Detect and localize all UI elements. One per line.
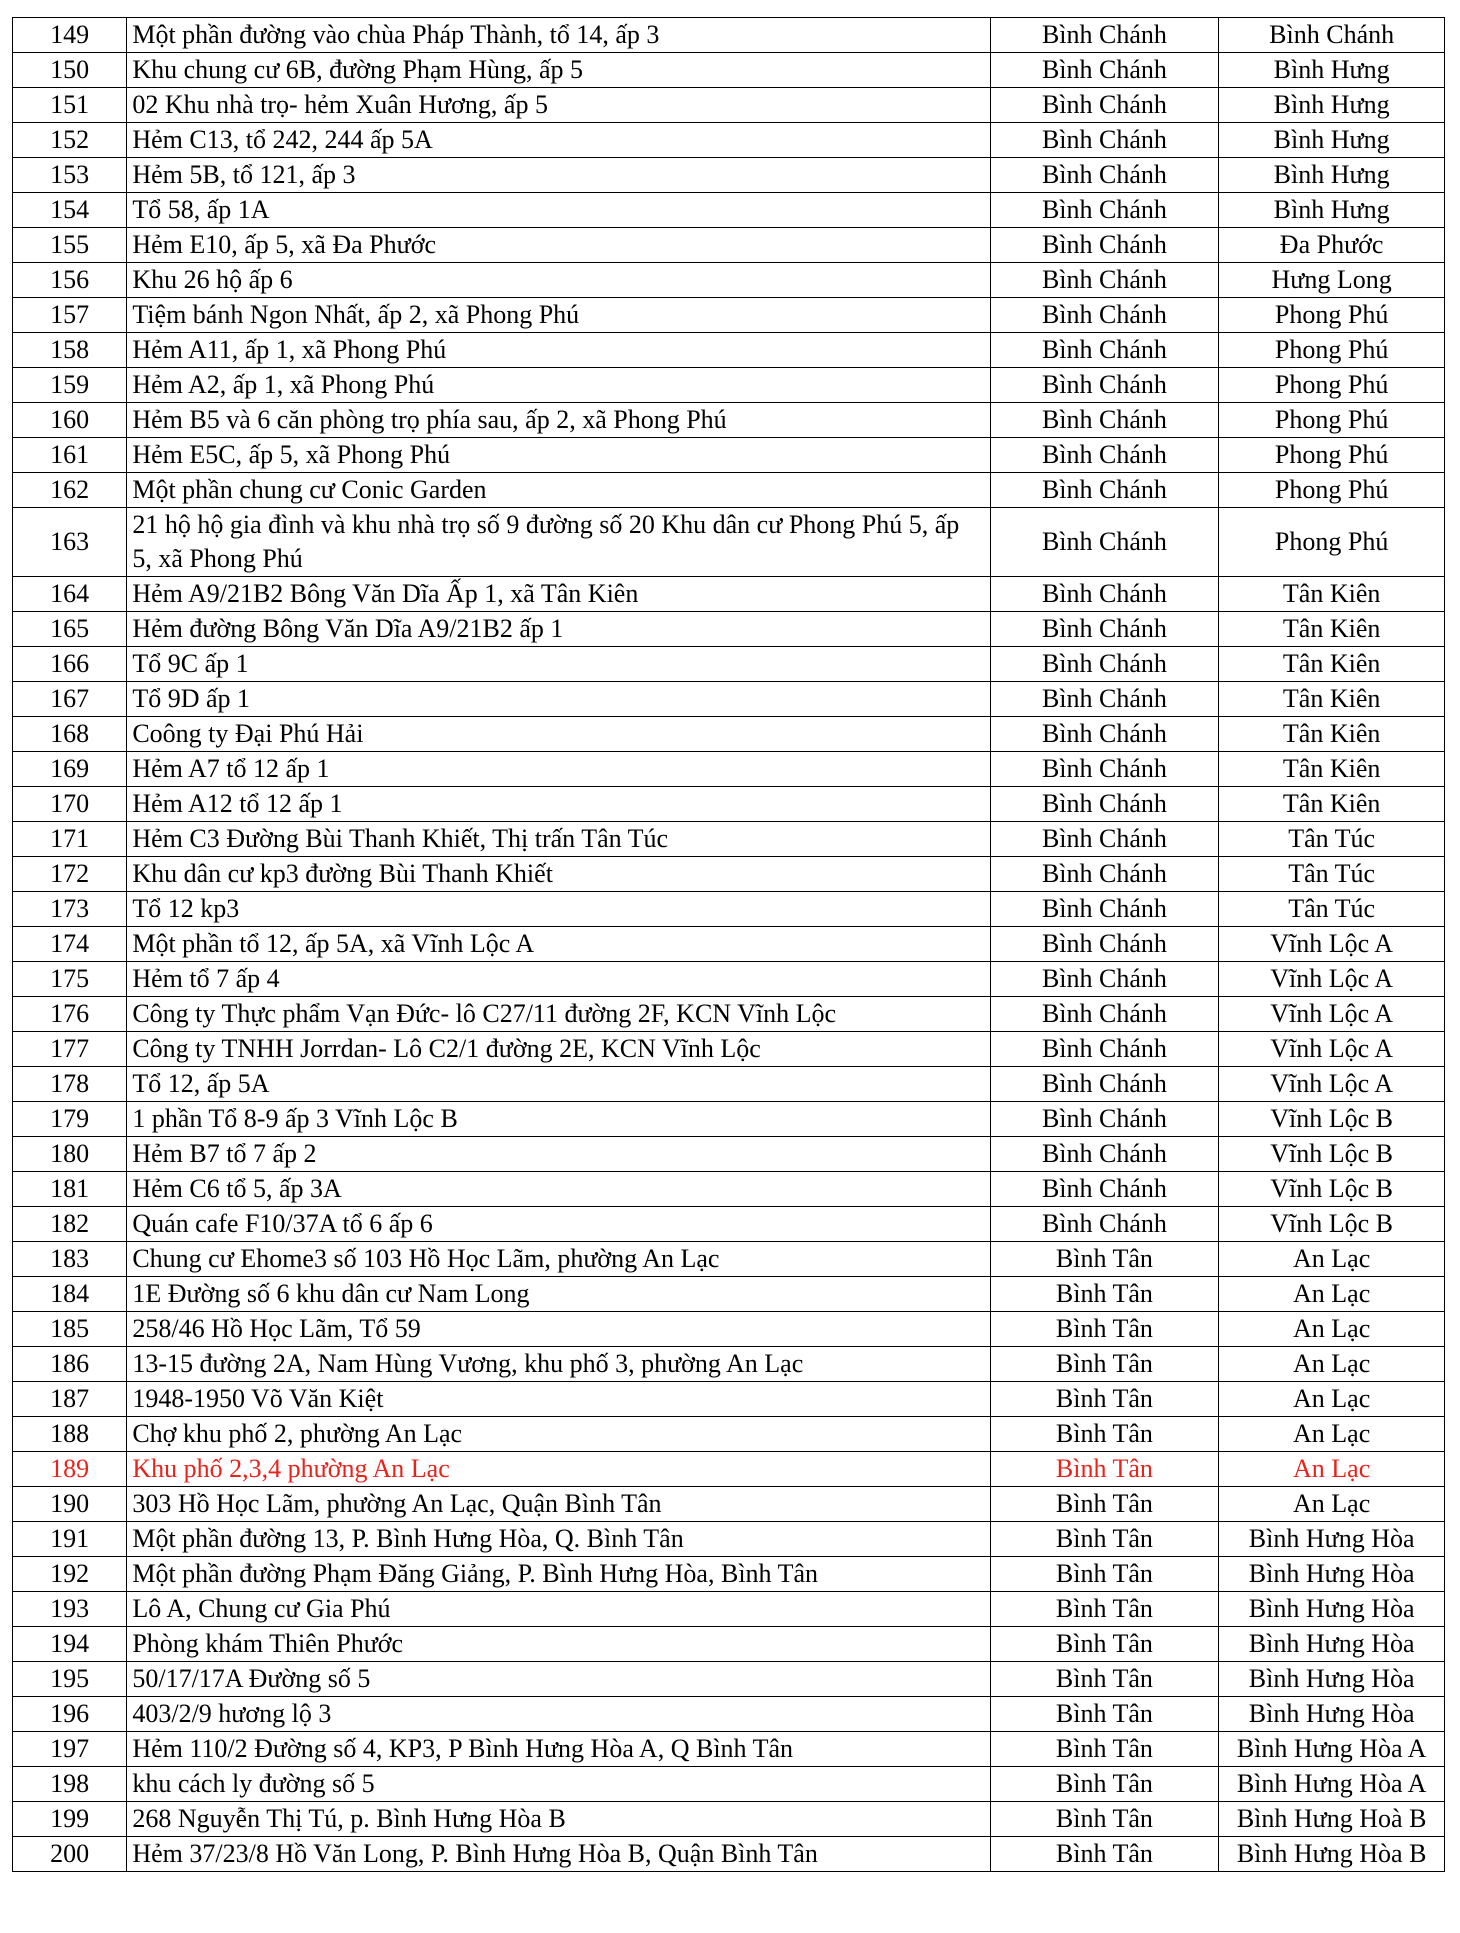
- table-row: [13, 1592, 1445, 1627]
- location-cell: khu cách ly đường số 5: [127, 1767, 990, 1802]
- row-number-cell: 175: [13, 962, 127, 997]
- district-cell: Bình Tân: [990, 1452, 1219, 1487]
- table-row: [13, 1522, 1445, 1557]
- location-cell: 258/46 Hồ Học Lãm, Tổ 59: [127, 1312, 990, 1347]
- district-cell: Bình Tân: [990, 1662, 1219, 1697]
- row-number-cell: 157: [13, 298, 127, 333]
- district-cell: Bình Tân: [990, 1347, 1219, 1382]
- ward-cell: Phong Phú: [1219, 403, 1445, 438]
- table-row: [13, 1382, 1445, 1417]
- table-row: [13, 1557, 1445, 1592]
- location-cell: Tổ 58, ấp 1A: [127, 193, 990, 228]
- table-row: [13, 333, 1445, 368]
- district-cell: Bình Tân: [990, 1557, 1219, 1592]
- district-cell: Bình Chánh: [990, 263, 1219, 298]
- table-row: [13, 682, 1445, 717]
- row-number-cell: 149: [13, 18, 127, 53]
- location-cell: Hẻm A11, ấp 1, xã Phong Phú: [127, 333, 990, 368]
- row-number-cell: 173: [13, 892, 127, 927]
- table-row: [13, 1067, 1445, 1102]
- district-cell: Bình Chánh: [990, 577, 1219, 612]
- ward-cell: Hưng Long: [1219, 263, 1445, 298]
- table-row: [13, 1837, 1445, 1872]
- location-cell: Hẻm 5B, tổ 121, ấp 3: [127, 158, 990, 193]
- ward-cell: Bình Hưng Hòa: [1219, 1557, 1445, 1592]
- table-row: [13, 1802, 1445, 1837]
- row-number-cell: 154: [13, 193, 127, 228]
- location-cell: Hẻm 110/2 Đường số 4, KP3, P Bình Hưng Hòa A, Q Bình Tân: [127, 1732, 990, 1767]
- district-cell: Bình Tân: [990, 1242, 1219, 1277]
- location-cell: 13-15 đường 2A, Nam Hùng Vương, khu phố 3, phường An Lạc: [127, 1347, 990, 1382]
- row-number-cell: 158: [13, 333, 127, 368]
- location-cell: Phòng khám Thiên Phước: [127, 1627, 990, 1662]
- row-number-cell: 192: [13, 1557, 127, 1592]
- ward-cell: Bình Hưng Hòa A: [1219, 1732, 1445, 1767]
- ward-cell: An Lạc: [1219, 1487, 1445, 1522]
- row-number-cell: 172: [13, 857, 127, 892]
- row-number-cell: 174: [13, 927, 127, 962]
- district-cell: Bình Chánh: [990, 962, 1219, 997]
- row-number-cell: 171: [13, 822, 127, 857]
- table-row: [13, 193, 1445, 228]
- district-cell: Bình Chánh: [990, 18, 1219, 53]
- table-row: [13, 263, 1445, 298]
- district-cell: Bình Tân: [990, 1382, 1219, 1417]
- location-cell: 50/17/17A Đường số 5: [127, 1662, 990, 1697]
- table-row: [13, 298, 1445, 333]
- location-cell: 1948-1950 Võ Văn Kiệt: [127, 1382, 990, 1417]
- row-number-cell: 194: [13, 1627, 127, 1662]
- ward-cell: Tân Kiên: [1219, 647, 1445, 682]
- location-cell: Hẻm 37/23/8 Hồ Văn Long, P. Bình Hưng Hòa B, Quận Bình Tân: [127, 1837, 990, 1872]
- ward-cell: Tân Túc: [1219, 892, 1445, 927]
- table-row: [13, 18, 1445, 53]
- location-cell: Tổ 9D ấp 1: [127, 682, 990, 717]
- ward-cell: Vĩnh Lộc A: [1219, 1067, 1445, 1102]
- table-row: [13, 1207, 1445, 1242]
- ward-cell: Bình Chánh: [1219, 18, 1445, 53]
- table-row: [13, 1767, 1445, 1802]
- ward-cell: An Lạc: [1219, 1417, 1445, 1452]
- location-cell: Hẻm A12 tổ 12 ấp 1: [127, 787, 990, 822]
- row-number-cell: 180: [13, 1137, 127, 1172]
- district-cell: Bình Chánh: [990, 787, 1219, 822]
- table-row: [13, 997, 1445, 1032]
- table-row: [13, 577, 1445, 612]
- ward-cell: Tân Kiên: [1219, 682, 1445, 717]
- ward-cell: An Lạc: [1219, 1347, 1445, 1382]
- ward-cell: Bình Hưng Hòa: [1219, 1522, 1445, 1557]
- location-cell: Một phần đường Phạm Đăng Giảng, P. Bình Hưng Hòa, Bình Tân: [127, 1557, 990, 1592]
- table-row: [13, 53, 1445, 88]
- location-cell: Tiệm bánh Ngon Nhất, ấp 2, xã Phong Phú: [127, 298, 990, 333]
- location-cell: Hẻm E10, ấp 5, xã Đa Phước: [127, 228, 990, 263]
- ward-cell: Bình Hưng Hoà B: [1219, 1802, 1445, 1837]
- district-cell: Bình Chánh: [990, 123, 1219, 158]
- district-cell: Bình Chánh: [990, 717, 1219, 752]
- row-number-cell: 200: [13, 1837, 127, 1872]
- location-cell: Lô A, Chung cư Gia Phú: [127, 1592, 990, 1627]
- row-number-cell: 198: [13, 1767, 127, 1802]
- ward-cell: Tân Túc: [1219, 822, 1445, 857]
- district-cell: Bình Tân: [990, 1767, 1219, 1802]
- district-cell: Bình Chánh: [990, 438, 1219, 473]
- table-row: [13, 1487, 1445, 1522]
- table-row: [13, 438, 1445, 473]
- ward-cell: Phong Phú: [1219, 298, 1445, 333]
- district-cell: Bình Chánh: [990, 333, 1219, 368]
- district-cell: Bình Chánh: [990, 1137, 1219, 1172]
- row-number-cell: 186: [13, 1347, 127, 1382]
- location-cell: 268 Nguyễn Thị Tú, p. Bình Hưng Hòa B: [127, 1802, 990, 1837]
- district-cell: Bình Tân: [990, 1487, 1219, 1522]
- table-body: [13, 18, 1445, 1872]
- ward-cell: Bình Hưng: [1219, 193, 1445, 228]
- ward-cell: Đa Phước: [1219, 228, 1445, 263]
- location-cell: Tổ 12, ấp 5A: [127, 1067, 990, 1102]
- location-cell: Hẻm A7 tổ 12 ấp 1: [127, 752, 990, 787]
- row-number-cell: 162: [13, 473, 127, 508]
- location-cell: Quán cafe F10/37A tổ 6 ấp 6: [127, 1207, 990, 1242]
- row-number-cell: 197: [13, 1732, 127, 1767]
- row-number-cell: 161: [13, 438, 127, 473]
- table-row: [13, 1242, 1445, 1277]
- location-cell: Một phần đường 13, P. Bình Hưng Hòa, Q. Bình Tân: [127, 1522, 990, 1557]
- row-number-cell: 187: [13, 1382, 127, 1417]
- row-number-cell: 165: [13, 612, 127, 647]
- table-row: [13, 962, 1445, 997]
- table-row: [13, 892, 1445, 927]
- ward-cell: Tân Kiên: [1219, 787, 1445, 822]
- ward-cell: Bình Hưng: [1219, 88, 1445, 123]
- district-cell: Bình Chánh: [990, 612, 1219, 647]
- table-row: [13, 1312, 1445, 1347]
- district-cell: Bình Tân: [990, 1417, 1219, 1452]
- table-row: [13, 1172, 1445, 1207]
- district-cell: Bình Chánh: [990, 1102, 1219, 1137]
- row-number-cell: 183: [13, 1242, 127, 1277]
- ward-cell: Tân Kiên: [1219, 612, 1445, 647]
- row-number-cell: 155: [13, 228, 127, 263]
- ward-cell: Phong Phú: [1219, 333, 1445, 368]
- district-cell: Bình Chánh: [990, 1172, 1219, 1207]
- district-cell: Bình Chánh: [990, 1032, 1219, 1067]
- row-number-cell: 166: [13, 647, 127, 682]
- row-number-cell: 199: [13, 1802, 127, 1837]
- row-number-cell: 182: [13, 1207, 127, 1242]
- table-row: [13, 857, 1445, 892]
- location-cell: 02 Khu nhà trọ- hẻm Xuân Hương, ấp 5: [127, 88, 990, 123]
- district-cell: Bình Chánh: [990, 1207, 1219, 1242]
- table-row: [13, 368, 1445, 403]
- row-number-cell: 189: [13, 1452, 127, 1487]
- table-row: [13, 1347, 1445, 1382]
- table-row: [13, 473, 1445, 508]
- ward-cell: Vĩnh Lộc A: [1219, 927, 1445, 962]
- district-cell: Bình Chánh: [990, 857, 1219, 892]
- row-number-cell: 178: [13, 1067, 127, 1102]
- ward-cell: Bình Hưng Hòa: [1219, 1697, 1445, 1732]
- district-cell: Bình Tân: [990, 1697, 1219, 1732]
- district-cell: Bình Tân: [990, 1592, 1219, 1627]
- ward-cell: Bình Hưng Hòa A: [1219, 1767, 1445, 1802]
- location-cell: Một phần đường vào chùa Pháp Thành, tổ 14, ấp 3: [127, 18, 990, 53]
- district-cell: Bình Tân: [990, 1312, 1219, 1347]
- ward-cell: Bình Hưng: [1219, 53, 1445, 88]
- ward-cell: Bình Hưng Hòa B: [1219, 1837, 1445, 1872]
- location-cell: Công ty TNHH Jorrdan- Lô C2/1 đường 2E, KCN Vĩnh Lộc: [127, 1032, 990, 1067]
- table-row: [13, 1277, 1445, 1312]
- location-cell: Hẻm đường Bông Văn Dĩa A9/21B2 ấp 1: [127, 612, 990, 647]
- row-number-cell: 150: [13, 53, 127, 88]
- table-row: [13, 1102, 1445, 1137]
- district-cell: Bình Tân: [990, 1732, 1219, 1767]
- ward-cell: Bình Hưng Hòa: [1219, 1592, 1445, 1627]
- row-number-cell: 170: [13, 787, 127, 822]
- row-number-cell: 163: [13, 508, 127, 577]
- ward-cell: Tân Túc: [1219, 857, 1445, 892]
- location-cell: Hẻm A9/21B2 Bông Văn Dĩa Ấp 1, xã Tân Kiên: [127, 577, 990, 612]
- table-row: [13, 1032, 1445, 1067]
- table-row: [13, 123, 1445, 158]
- ward-cell: Bình Hưng: [1219, 158, 1445, 193]
- district-cell: Bình Chánh: [990, 752, 1219, 787]
- document-page: [12, 17, 1445, 1872]
- district-cell: Bình Chánh: [990, 1067, 1219, 1102]
- ward-cell: An Lạc: [1219, 1242, 1445, 1277]
- affected-areas-table: [12, 17, 1445, 1872]
- row-number-cell: 191: [13, 1522, 127, 1557]
- table-row: [13, 403, 1445, 438]
- location-cell: 1 phần Tổ 8-9 ấp 3 Vĩnh Lộc B: [127, 1102, 990, 1137]
- location-cell: Hẻm C6 tổ 5, ấp 3A: [127, 1172, 990, 1207]
- district-cell: Bình Chánh: [990, 892, 1219, 927]
- row-number-cell: 195: [13, 1662, 127, 1697]
- ward-cell: Phong Phú: [1219, 368, 1445, 403]
- district-cell: Bình Chánh: [990, 997, 1219, 1032]
- location-cell: Hẻm C3 Đường Bùi Thanh Khiết, Thị trấn Tân Túc: [127, 822, 990, 857]
- district-cell: Bình Chánh: [990, 927, 1219, 962]
- row-number-cell: 159: [13, 368, 127, 403]
- location-cell: Khu chung cư 6B, đường Phạm Hùng, ấp 5: [127, 53, 990, 88]
- table-row: [13, 1627, 1445, 1662]
- location-cell: Khu 26 hộ ấp 6: [127, 263, 990, 298]
- table-row: [13, 752, 1445, 787]
- location-cell: Khu dân cư kp3 đường Bùi Thanh Khiết: [127, 857, 990, 892]
- district-cell: Bình Tân: [990, 1837, 1219, 1872]
- table-row: [13, 1452, 1445, 1487]
- district-cell: Bình Tân: [990, 1802, 1219, 1837]
- row-number-cell: 168: [13, 717, 127, 752]
- row-number-cell: 185: [13, 1312, 127, 1347]
- ward-cell: Vĩnh Lộc B: [1219, 1102, 1445, 1137]
- district-cell: Bình Chánh: [990, 682, 1219, 717]
- row-number-cell: 193: [13, 1592, 127, 1627]
- table-row: [13, 1417, 1445, 1452]
- ward-cell: Vĩnh Lộc A: [1219, 997, 1445, 1032]
- row-number-cell: 151: [13, 88, 127, 123]
- district-cell: Bình Chánh: [990, 508, 1219, 577]
- district-cell: Bình Tân: [990, 1277, 1219, 1312]
- table-row: [13, 1697, 1445, 1732]
- district-cell: Bình Chánh: [990, 88, 1219, 123]
- table-row: [13, 88, 1445, 123]
- location-cell: Hẻm B5 và 6 căn phòng trọ phía sau, ấp 2, xã Phong Phú: [127, 403, 990, 438]
- district-cell: Bình Chánh: [990, 822, 1219, 857]
- table-row: [13, 647, 1445, 682]
- district-cell: Bình Chánh: [990, 403, 1219, 438]
- row-number-cell: 167: [13, 682, 127, 717]
- district-cell: Bình Tân: [990, 1522, 1219, 1557]
- row-number-cell: 164: [13, 577, 127, 612]
- row-number-cell: 179: [13, 1102, 127, 1137]
- row-number-cell: 176: [13, 997, 127, 1032]
- row-number-cell: 160: [13, 403, 127, 438]
- table-row: [13, 822, 1445, 857]
- table-row: [13, 1662, 1445, 1697]
- ward-cell: Phong Phú: [1219, 473, 1445, 508]
- location-cell: Hẻm A2, ấp 1, xã Phong Phú: [127, 368, 990, 403]
- ward-cell: Vĩnh Lộc B: [1219, 1137, 1445, 1172]
- row-number-cell: 169: [13, 752, 127, 787]
- district-cell: Bình Chánh: [990, 158, 1219, 193]
- location-cell: Hẻm E5C, ấp 5, xã Phong Phú: [127, 438, 990, 473]
- location-cell: Một phần tổ 12, ấp 5A, xã Vĩnh Lộc A: [127, 927, 990, 962]
- location-cell: Tổ 9C ấp 1: [127, 647, 990, 682]
- location-cell: Chung cư Ehome3 số 103 Hồ Học Lãm, phường An Lạc: [127, 1242, 990, 1277]
- ward-cell: Tân Kiên: [1219, 577, 1445, 612]
- location-cell: Hẻm C13, tổ 242, 244 ấp 5A: [127, 123, 990, 158]
- location-cell: Chợ khu phố 2, phường An Lạc: [127, 1417, 990, 1452]
- table-row: [13, 927, 1445, 962]
- location-cell: Hẻm tổ 7 ấp 4: [127, 962, 990, 997]
- row-number-cell: 152: [13, 123, 127, 158]
- location-cell: 1E Đường số 6 khu dân cư Nam Long: [127, 1277, 990, 1312]
- location-cell: Một phần chung cư Conic Garden: [127, 473, 990, 508]
- ward-cell: Vĩnh Lộc B: [1219, 1207, 1445, 1242]
- row-number-cell: 184: [13, 1277, 127, 1312]
- row-number-cell: 190: [13, 1487, 127, 1522]
- ward-cell: Phong Phú: [1219, 508, 1445, 577]
- district-cell: Bình Tân: [990, 1627, 1219, 1662]
- table-row: [13, 787, 1445, 822]
- location-cell: Tổ 12 kp3: [127, 892, 990, 927]
- location-cell: Hẻm B7 tổ 7 ấp 2: [127, 1137, 990, 1172]
- ward-cell: Vĩnh Lộc B: [1219, 1172, 1445, 1207]
- ward-cell: An Lạc: [1219, 1277, 1445, 1312]
- table-row: [13, 1732, 1445, 1767]
- row-number-cell: 156: [13, 263, 127, 298]
- district-cell: Bình Chánh: [990, 193, 1219, 228]
- ward-cell: Tân Kiên: [1219, 752, 1445, 787]
- ward-cell: Vĩnh Lộc A: [1219, 962, 1445, 997]
- location-cell: 303 Hồ Học Lãm, phường An Lạc, Quận Bình Tân: [127, 1487, 990, 1522]
- ward-cell: Bình Hưng Hòa: [1219, 1627, 1445, 1662]
- district-cell: Bình Chánh: [990, 298, 1219, 333]
- table-row: [13, 1137, 1445, 1172]
- ward-cell: Bình Hưng Hòa: [1219, 1662, 1445, 1697]
- district-cell: Bình Chánh: [990, 53, 1219, 88]
- row-number-cell: 153: [13, 158, 127, 193]
- table-row: [13, 228, 1445, 263]
- row-number-cell: 196: [13, 1697, 127, 1732]
- ward-cell: Bình Hưng: [1219, 123, 1445, 158]
- location-cell: Coông ty Đại Phú Hải: [127, 717, 990, 752]
- district-cell: Bình Chánh: [990, 228, 1219, 263]
- ward-cell: An Lạc: [1219, 1382, 1445, 1417]
- table-row: [13, 717, 1445, 752]
- table-row: [13, 158, 1445, 193]
- ward-cell: Tân Kiên: [1219, 717, 1445, 752]
- location-cell: 403/2/9 hương lộ 3: [127, 1697, 990, 1732]
- location-cell: 21 hộ hộ gia đình và khu nhà trọ số 9 đường số 20 Khu dân cư Phong Phú 5, ấp 5, xã Phong Phú: [127, 508, 990, 577]
- district-cell: Bình Chánh: [990, 473, 1219, 508]
- district-cell: Bình Chánh: [990, 647, 1219, 682]
- district-cell: Bình Chánh: [990, 368, 1219, 403]
- ward-cell: Phong Phú: [1219, 438, 1445, 473]
- location-cell: Khu phố 2,3,4 phường An Lạc: [127, 1452, 990, 1487]
- table-row: [13, 612, 1445, 647]
- row-number-cell: 177: [13, 1032, 127, 1067]
- table-row: [13, 508, 1445, 577]
- location-cell: Công ty Thực phẩm Vạn Đức- lô C27/11 đường 2F, KCN Vĩnh Lộc: [127, 997, 990, 1032]
- ward-cell: An Lạc: [1219, 1452, 1445, 1487]
- row-number-cell: 188: [13, 1417, 127, 1452]
- ward-cell: Vĩnh Lộc A: [1219, 1032, 1445, 1067]
- row-number-cell: 181: [13, 1172, 127, 1207]
- ward-cell: An Lạc: [1219, 1312, 1445, 1347]
